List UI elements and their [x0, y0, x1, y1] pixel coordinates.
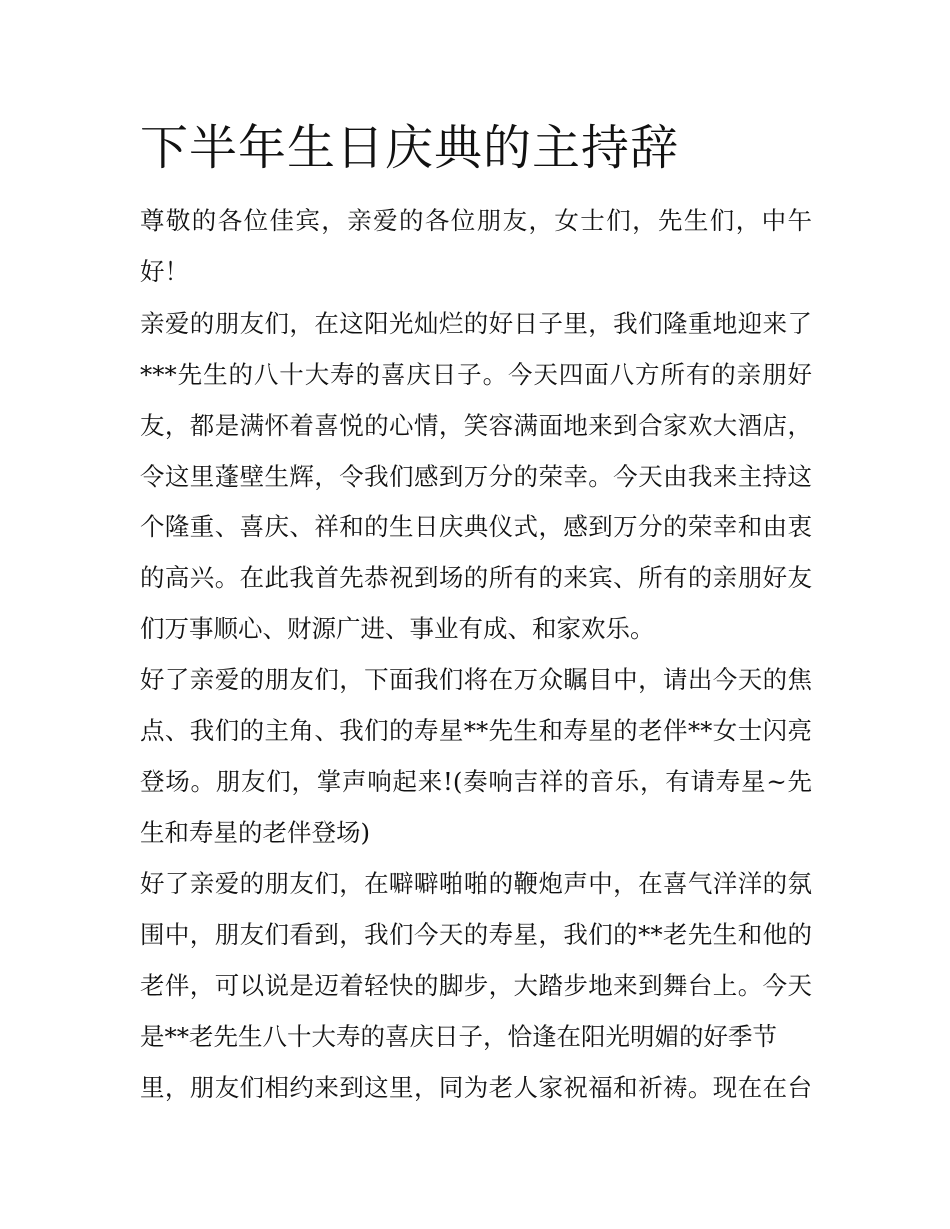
text-line: 围中，朋友们看到，我们今天的寿星，我们的**老先生和他的 [140, 920, 812, 949]
text-line: 生和寿星的老伴登场) [140, 818, 371, 847]
text-line: 尊敬的各位佳宾，亲爱的各位朋友，女士们，先生们，中午 [140, 206, 812, 235]
text-line: 里，朋友们相约来到这里，同为老人家祝福和祈祷。现在在台 [140, 1073, 812, 1102]
text-line: 令这里蓬壁生辉，令我们感到万分的荣幸。今天由我来主持这 [140, 462, 812, 491]
text-line: 登场。朋友们，掌声响起来!(奏响吉祥的音乐，有请寿星~先 [140, 767, 812, 796]
text-line: 老伴，可以说是迈着轻快的脚步，大踏步地来到舞台上。今天 [140, 971, 812, 1000]
text-line: 好了亲爱的朋友们，在噼噼啪啪的鞭炮声中，在喜气洋洋的氛 [140, 869, 812, 898]
text-line: 友，都是满怀着喜悦的心情，笑容满面地来到合家欢大酒店， [140, 411, 812, 440]
text-line: ***先生的八十大寿的喜庆日子。今天四面八方所有的亲朋好 [140, 360, 812, 389]
text-line: 的高兴。在此我首先恭祝到场的所有的来宾、所有的亲朋好友 [140, 563, 812, 592]
document-title: 下半年生日庆典的主持辞 [140, 120, 680, 176]
text-line: 们万事顺心、财源广进、事业有成、和家欢乐。 [140, 614, 655, 643]
text-line: 好！ [140, 257, 189, 286]
text-line: 点、我们的主角、我们的寿星**先生和寿星的老伴**女士闪亮 [140, 716, 812, 745]
text-line: 好了亲爱的朋友们，下面我们将在万众瞩目中，请出今天的焦 [140, 665, 812, 694]
text-line: 亲爱的朋友们，在这阳光灿烂的好日子里，我们隆重地迎来了 [140, 309, 812, 338]
text-line: 个隆重、喜庆、祥和的生日庆典仪式，感到万分的荣幸和由衷 [140, 512, 812, 541]
text-line: 是**老先生八十大寿的喜庆日子，恰逢在阳光明媚的好季节 [140, 1022, 777, 1051]
